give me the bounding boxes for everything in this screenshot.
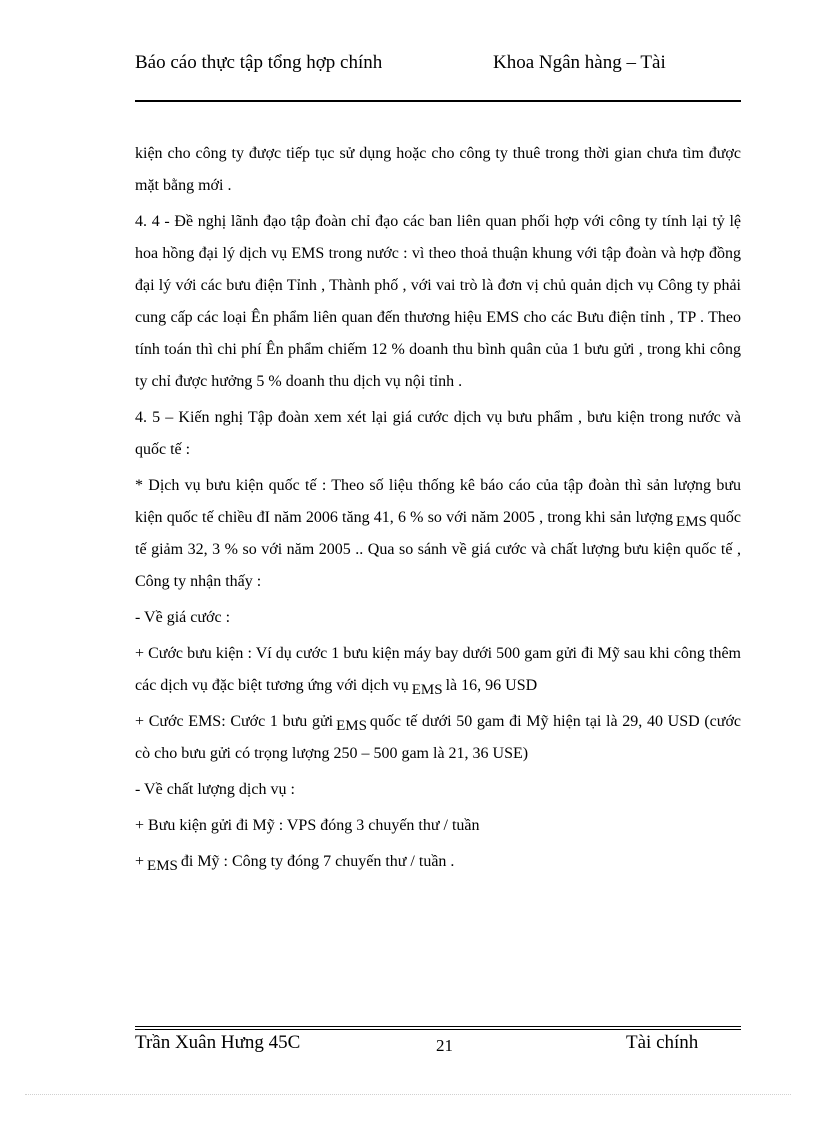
header-title-right: Khoa Ngân hàng – Tài [493, 52, 666, 73]
paragraph-ems-us [135, 846, 741, 878]
paragraph-intl-parcel [135, 470, 741, 598]
paragraph-ems-us-a: + [135, 853, 145, 870]
ems-inline-label: EMS [147, 858, 178, 874]
paragraph-quality-heading: - Về chất lượng dịch vụ : [135, 781, 295, 798]
paragraph-4-5: 4. 5 – Kiến nghị Tập đoàn xem xét lại giá cước dịch vụ bưu phẩm , bưu kiện trong nước và quốc tế : [135, 409, 741, 458]
footer-rule-top [135, 1026, 741, 1027]
page-number: 21 [436, 1036, 453, 1055]
paragraph-vps: + Bưu kiện gửi đi Mỹ : VPS đóng 3 chuyến thư / tuần [135, 817, 480, 834]
footer-author: Trần Xuân Hưng 45C [135, 1032, 301, 1053]
ems-inline-label: EMS [676, 514, 707, 530]
paragraph-parcel-price [135, 638, 741, 702]
paragraph-4-4: 4. 4 - Đề nghị lãnh đạo tập đoàn chỉ đạo các ban liên quan phối hợp với công ty tính lại tỷ lệ hoa hồng đại lý dịch vụ EMS trong nước : vì theo thoả thuận khung với tập đoàn và hợp đồng đại lý với các bưu điện Tỉnh , Thành phố , với vai trò là đơn vị chủ quản dịch vụ Công ty phải cung cấp các loại Ên phẩm liên quan đến thương hiệu EMS cho các Bưu điện tỉnh , TP . Theo tính toán thì chi phí Ên phẩm chiếm 12 % doanh thu bình quân của 1 bưu gửi , trong khi công ty chỉ được hưởng 5 % doanh thu dịch vụ nội tỉnh . [135, 213, 741, 390]
paragraph-1: kiện cho công ty được tiếp tục sử dụng hoặc cho công ty thuê trong thời gian chưa tìm được mặt bằng mới . [135, 145, 741, 194]
header-title-left: Báo cáo thực tập tổng hợp chính [135, 52, 383, 73]
paragraph-price-heading: - Về giá cước : [135, 609, 231, 626]
document-body [135, 138, 741, 882]
paragraph-parcel-price-a: + Cước bưu kiện : Ví dụ cước 1 bưu kiện máy bay dưới 500 gam gửi đi Mỹ sau khi công thêm các dịch vụ đặc biệt tương ứng với dịch vụ [135, 645, 741, 694]
paragraph-ems-price [135, 706, 741, 770]
ems-inline-label: EMS [411, 682, 443, 698]
paragraph-intl-parcel-a: * Dịch vụ bưu kiện quốc tế : Theo số liệu thống kê báo cáo của tập đoàn thì sản lượng bưu kiện quốc tế chiều đI năm 2006 tăng 41, 6 % so với năm 2005 , trong khi sản lượng [135, 477, 741, 526]
footer-department: Tài chính [626, 1032, 699, 1053]
page-edge-divider [25, 1094, 791, 1095]
paragraph-intl-parcel-b: quốc tế giảm 32, 3 % so với năm 2005 .. Qua so sánh về giá cước và chất lượng bưu kiện quốc tế , Công ty nhận thấy : [135, 509, 741, 590]
paragraph-parcel-price-b: là 16, 96 USD [445, 677, 538, 694]
ems-inline-label: EMS [336, 718, 367, 734]
paragraph-ems-price-b: quốc tế dưới 50 gam đi Mỹ hiện tại là 29, 40 USD (cước cò cho bưu gửi có trọng lượng 250 – 500 gam là 21, 36 USE) [135, 713, 742, 762]
paragraph-ems-us-b: đi Mỹ : Công ty đóng 7 chuyến thư / tuần . [180, 853, 455, 870]
page-header [135, 50, 741, 102]
paragraph-ems-price-a: + Cước EMS: Cước 1 bưu gửi [135, 713, 334, 730]
